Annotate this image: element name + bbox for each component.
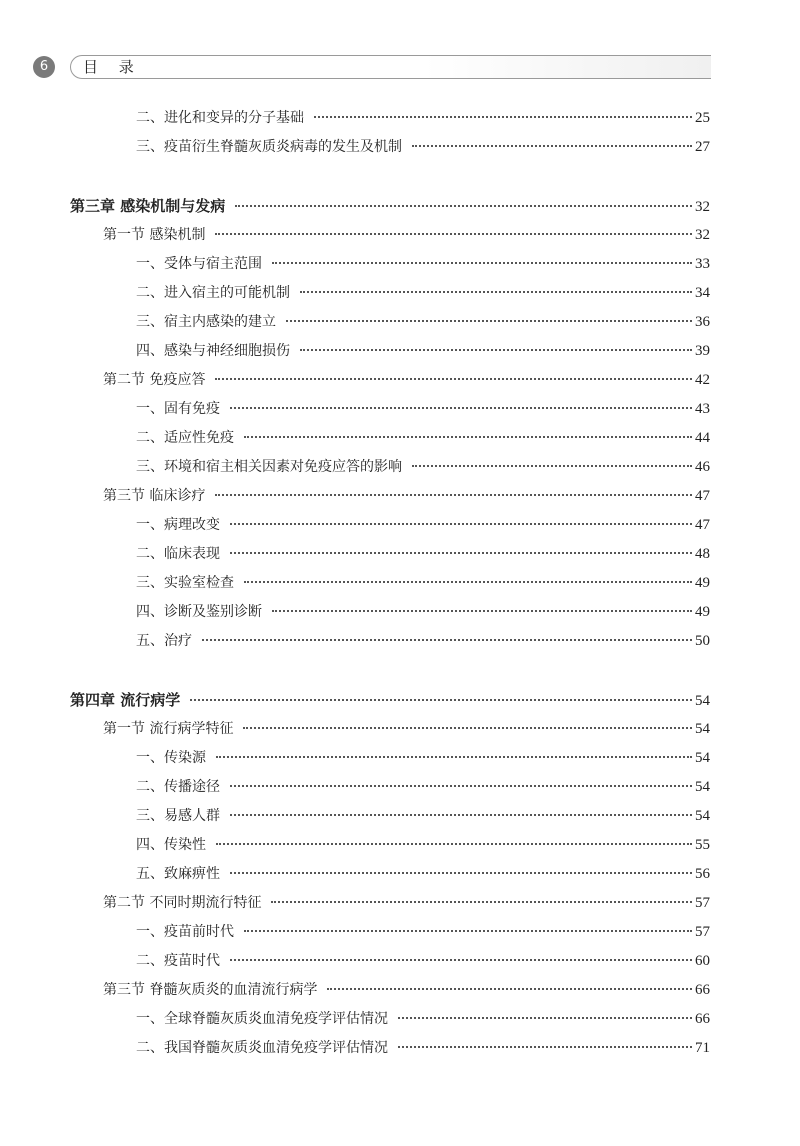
toc-entry-title: 五、治疗	[136, 633, 192, 649]
dot-leader	[300, 290, 692, 293]
toc-subsection[interactable]	[136, 833, 710, 857]
toc-subsection[interactable]	[136, 106, 710, 130]
toc-entry-title: 四、传染性	[136, 837, 206, 853]
toc-subsection[interactable]	[136, 571, 710, 595]
toc-subsection[interactable]	[136, 426, 710, 450]
toc-chapter[interactable]	[70, 688, 710, 712]
toc-entry-title: 第二节 不同时期流行特征	[103, 895, 262, 911]
toc-entry-title: 三、易感人群	[136, 808, 220, 824]
toc-entry-title: 三、实验室检查	[136, 575, 234, 591]
header-title: 目 录	[83, 58, 142, 76]
dot-leader	[244, 435, 692, 438]
toc-subsection[interactable]	[136, 862, 710, 886]
toc-entry-page: 34	[695, 285, 710, 301]
page-header	[30, 53, 710, 83]
toc-entry-page: 56	[695, 866, 710, 882]
dot-leader	[216, 842, 692, 845]
toc-entry-title: 第三章 感染机制与发病	[70, 197, 226, 215]
toc-subsection[interactable]	[136, 629, 710, 653]
toc-entry-title: 二、传播途径	[136, 779, 220, 795]
dot-leader	[271, 900, 692, 903]
toc-entry-page: 54	[695, 808, 710, 824]
toc-entry-page: 36	[695, 314, 710, 330]
toc-subsection[interactable]	[136, 455, 710, 479]
toc-subsection[interactable]	[136, 281, 710, 305]
toc-entry-title: 二、疫苗时代	[136, 953, 220, 969]
dot-leader	[230, 871, 692, 874]
toc-entry-page: 57	[695, 924, 710, 940]
toc-subsection[interactable]	[136, 1036, 710, 1060]
dot-leader	[230, 813, 692, 816]
toc-subsection[interactable]	[136, 775, 710, 799]
dot-leader	[314, 115, 692, 118]
toc-entry-title: 三、环境和宿主相关因素对免疫应答的影响	[136, 459, 402, 475]
dot-leader	[215, 493, 692, 496]
toc-chapter[interactable]	[70, 194, 710, 218]
toc-subsection[interactable]	[136, 339, 710, 363]
toc-entry-page: 42	[695, 372, 710, 388]
dot-leader	[244, 929, 692, 932]
toc-entry-title: 一、全球脊髓灰质炎血清免疫学评估情况	[136, 1011, 388, 1027]
toc-subsection[interactable]	[136, 513, 710, 537]
toc-subsection[interactable]	[136, 397, 710, 421]
toc-entry-title: 二、进化和变异的分子基础	[136, 110, 304, 126]
toc-entry-title: 第四章 流行病学	[70, 691, 181, 709]
page-number-badge: 6	[33, 56, 55, 78]
dot-leader	[230, 406, 692, 409]
toc-section[interactable]	[103, 484, 710, 508]
toc-entry-page: 54	[695, 750, 710, 766]
toc-entry-page: 66	[695, 982, 710, 998]
dot-leader	[272, 609, 692, 612]
toc-entry-page: 32	[695, 227, 710, 243]
dot-leader	[230, 958, 692, 961]
toc-entry-title: 二、临床表现	[136, 546, 220, 562]
toc-entry-page: 54	[695, 721, 710, 737]
toc-subsection[interactable]	[136, 1007, 710, 1031]
toc-entry-page: 50	[695, 633, 710, 649]
toc-subsection[interactable]	[136, 542, 710, 566]
toc-entry-page: 39	[695, 343, 710, 359]
dot-leader	[230, 551, 692, 554]
dot-leader	[243, 726, 692, 729]
toc-subsection[interactable]	[136, 804, 710, 828]
toc-subsection[interactable]	[136, 252, 710, 276]
toc-entry-page: 43	[695, 401, 710, 417]
toc-entry-page: 57	[695, 895, 710, 911]
toc-entry-page: 25	[695, 110, 710, 126]
toc-entry-title: 四、诊断及鉴别诊断	[136, 604, 262, 620]
dot-leader	[244, 580, 692, 583]
dot-leader	[235, 204, 692, 207]
dot-leader	[412, 144, 692, 147]
toc-entry-page: 46	[695, 459, 710, 475]
toc-entry-page: 54	[695, 779, 710, 795]
dot-leader	[398, 1016, 692, 1019]
toc-entry-page: 44	[695, 430, 710, 446]
toc-subsection[interactable]	[136, 746, 710, 770]
toc-subsection[interactable]	[136, 920, 710, 944]
dot-leader	[202, 638, 692, 641]
toc-entry-title: 四、感染与神经细胞损伤	[136, 343, 290, 359]
toc-entry-page: 33	[695, 256, 710, 272]
toc-entry-title: 一、受体与宿主范围	[136, 256, 262, 272]
dot-leader	[412, 464, 692, 467]
toc-entry-page: 55	[695, 837, 710, 853]
toc-entry-page: 54	[695, 693, 710, 709]
dot-leader	[272, 261, 692, 264]
toc-entry-title: 第二节 免疫应答	[103, 372, 206, 388]
toc-entry-title: 三、宿主内感染的建立	[136, 314, 276, 330]
toc-section[interactable]	[103, 368, 710, 392]
dot-leader	[230, 784, 692, 787]
toc-section[interactable]	[103, 717, 710, 741]
toc-entry-page: 66	[695, 1011, 710, 1027]
toc-entry-page: 71	[695, 1040, 710, 1056]
toc-entry-page: 47	[695, 488, 710, 504]
toc-entry-title: 第一节 流行病学特征	[103, 721, 234, 737]
dot-leader	[300, 348, 692, 351]
toc-entry-page: 27	[695, 139, 710, 155]
dot-leader	[398, 1045, 692, 1048]
dot-leader	[230, 522, 692, 525]
toc-section[interactable]	[103, 891, 710, 915]
dot-leader	[215, 232, 692, 235]
header-tab	[70, 55, 711, 79]
toc-entry-page: 49	[695, 575, 710, 591]
toc-entry-page: 60	[695, 953, 710, 969]
toc-entry-page: 49	[695, 604, 710, 620]
toc-entry-title: 一、固有免疫	[136, 401, 220, 417]
toc-entry-title: 二、适应性免疫	[136, 430, 234, 446]
toc-entry-page: 32	[695, 199, 710, 215]
toc-entry-title: 一、传染源	[136, 750, 206, 766]
toc-entry-title: 二、进入宿主的可能机制	[136, 285, 290, 301]
toc-subsection[interactable]	[136, 310, 710, 334]
toc-entry-title: 第三节 脊髓灰质炎的血清流行病学	[103, 982, 318, 998]
toc-entry-title: 五、致麻痹性	[136, 866, 220, 882]
toc-entry-title: 第一节 感染机制	[103, 227, 206, 243]
toc-subsection[interactable]	[136, 600, 710, 624]
toc-subsection[interactable]	[136, 135, 710, 159]
toc-entry-title: 二、我国脊髓灰质炎血清免疫学评估情况	[136, 1040, 388, 1056]
dot-leader	[327, 987, 692, 990]
dot-leader	[215, 377, 692, 380]
toc-entry-title: 三、疫苗衍生脊髓灰质炎病毒的发生及机制	[136, 139, 402, 155]
toc-entry-page: 47	[695, 517, 710, 533]
toc-entry-title: 第三节 临床诊疗	[103, 488, 206, 504]
toc-entry-title: 一、疫苗前时代	[136, 924, 234, 940]
toc-subsection[interactable]	[136, 949, 710, 973]
toc-entry-page: 48	[695, 546, 710, 562]
toc-section[interactable]	[103, 978, 710, 1002]
dot-leader	[286, 319, 692, 322]
dot-leader	[190, 698, 692, 701]
toc-section[interactable]	[103, 223, 710, 247]
toc-entry-title: 一、病理改变	[136, 517, 220, 533]
dot-leader	[216, 755, 692, 758]
